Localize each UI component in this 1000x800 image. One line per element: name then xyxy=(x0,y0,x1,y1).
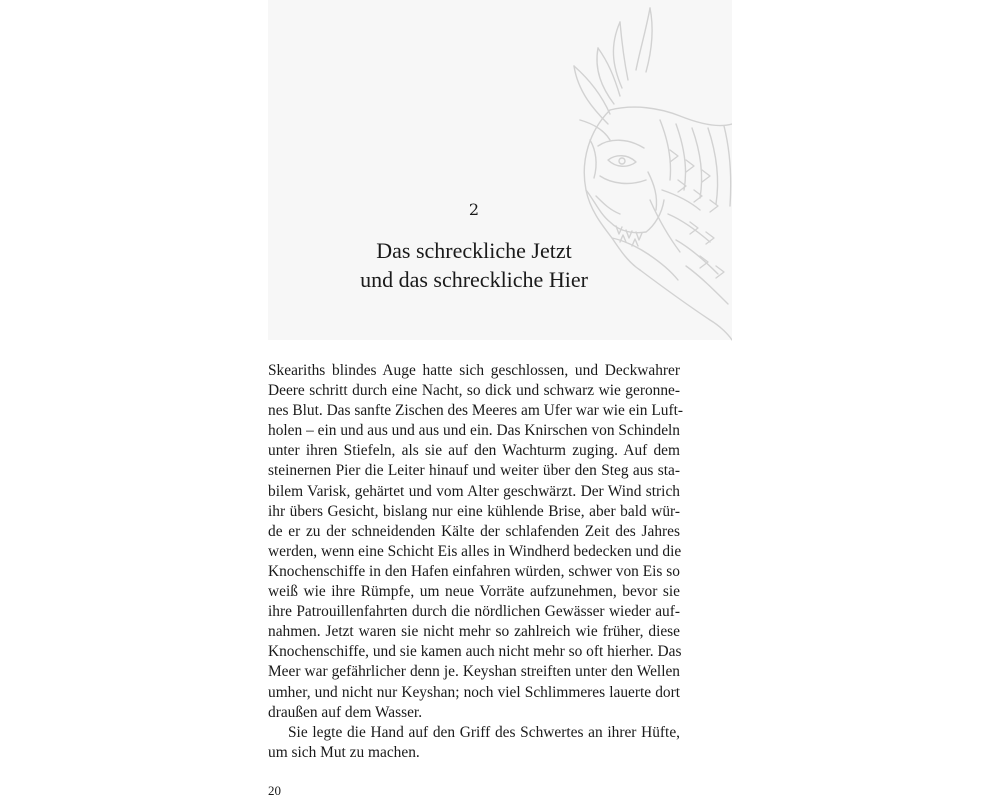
text-line: nes Blut. Das sanfte Zischen des Meeres am Ufer war wie ein Luft- xyxy=(268,402,683,420)
page-number: 20 xyxy=(268,783,281,798)
text-line: steinernen Pier die Leiter hinauf und weiter über den Steg aus sta- xyxy=(268,462,680,480)
text-line: ihr übers Gesicht, bislang nur eine kühlende Brise, aber bald wür- xyxy=(268,502,680,520)
chapter-body xyxy=(268,361,683,763)
text-line: de er zu der schneidenden Kälte der schlafenden Zeit des Jahres xyxy=(268,522,680,540)
text-line: Meer war gefährlicher denn je. Keyshan streiften unter den Wellen xyxy=(268,663,680,681)
chapter-number: 2 xyxy=(468,200,480,219)
text-line: Knochenschiffe in den Hafen einfahren würden, schwer von Eis so xyxy=(268,562,680,580)
chapter-title-line: und das schreckliche Hier xyxy=(360,267,588,292)
text-line: weiß wie ihre Rümpfe, um neue Vorräte aufzunehmen, bevor sie xyxy=(268,583,680,601)
text-line: bilem Varisk, gehärtet und vom Alter geschwärzt. Der Wind strich xyxy=(268,482,680,500)
text-line: werden, wenn eine Schicht Eis alles in Windherd bedecken und die xyxy=(268,542,682,560)
text-line: um sich Mut zu machen. xyxy=(268,743,420,761)
chapter-title-line: Das schreckliche Jetzt xyxy=(376,238,572,263)
text-line: Sie legte die Hand auf den Griff des Schwertes an ihrer Hüfte, xyxy=(288,723,680,741)
text-line: nahmen. Jetzt waren sie nicht mehr so zahlreich wie früher, diese xyxy=(268,623,680,641)
text-line: unter ihren Stiefeln, als sie auf den Wachturm zuging. Auf dem xyxy=(268,442,680,460)
chapter-title xyxy=(268,236,680,294)
text-line: Knochenschiffe, und sie kamen auch nicht mehr so oft hierher. Das xyxy=(268,643,682,661)
text-line: Deere schritt durch eine Nacht, so dick und schwarz wie geronne- xyxy=(268,382,680,400)
text-line: ihre Patrouillenfahrten durch die nördlichen Gewässer wieder auf- xyxy=(268,603,680,621)
text-line: holen – ein und aus und aus und ein. Das Knirschen von Schindeln xyxy=(268,422,680,440)
text-line: draußen auf dem Wasser. xyxy=(268,703,423,721)
book-page xyxy=(268,0,732,800)
text-line: Skeariths blindes Auge hatte sich geschlossen, und Deckwahrer xyxy=(268,362,680,379)
text-line: umher, und nicht nur Keyshan; noch viel Schlimmeres lauerte dort xyxy=(268,683,680,701)
